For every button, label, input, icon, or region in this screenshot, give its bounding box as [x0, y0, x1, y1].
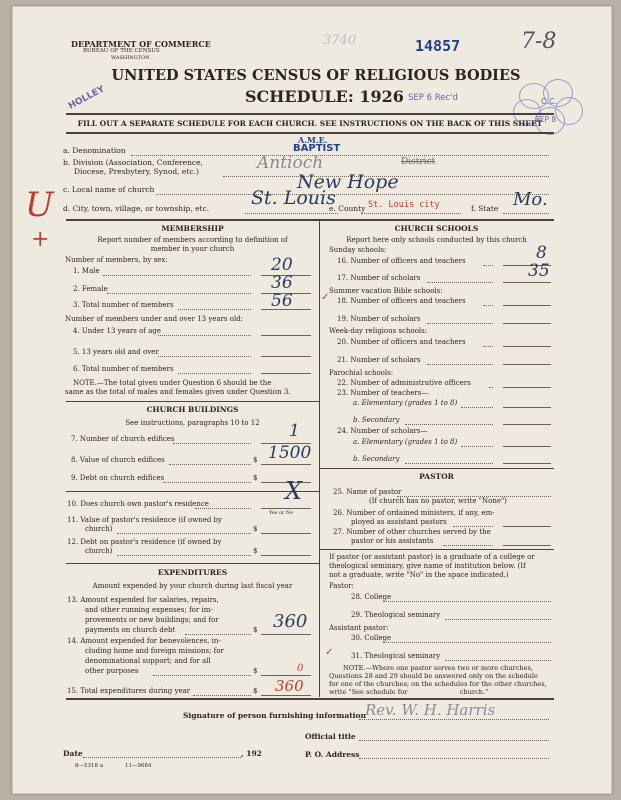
- rule: [359, 740, 549, 741]
- residence-value-label-2: church): [85, 525, 113, 533]
- edifice-value-label: 8. Value of church edifices: [71, 456, 165, 464]
- rule: [427, 323, 493, 324]
- plus-mark: +: [31, 227, 50, 252]
- print-number: 11—9084: [125, 763, 152, 769]
- by-sex-label: Number of members, by sex:: [65, 256, 168, 264]
- margin-mark: U: [25, 185, 54, 225]
- signature-label: Signature of person furnishing information: [183, 711, 366, 720]
- rule: [245, 213, 338, 214]
- buildings-intro: See instructions, paragraphs 10 to 12: [125, 419, 260, 427]
- vacation-schools-label: Summer vacation Bible schools:: [329, 287, 443, 295]
- rule: [503, 526, 551, 527]
- edifices-label: 7. Number of church edifices: [71, 435, 175, 443]
- rule: [503, 545, 551, 546]
- edifice-value-amount: 1500: [268, 443, 312, 463]
- under-13-label: 4. Under 13 years of age: [73, 327, 161, 335]
- scholars-elementary-label: a. Elementary (grades 1 to 8): [353, 438, 458, 446]
- admin-officers-label: 22. Number of administrative officers: [337, 379, 471, 387]
- division-value: Antioch: [257, 153, 324, 173]
- cc-stamp-top: C.C.: [541, 97, 558, 106]
- signature-value: Rev. W. H. Harris: [365, 701, 496, 719]
- rule: [195, 508, 251, 509]
- bureau-label: BUREAU OF THE CENSUS: [83, 48, 160, 54]
- rule: [443, 545, 493, 546]
- pastor-name-note: (If church has no pastor, write "None"): [369, 497, 507, 505]
- rule: [117, 555, 251, 556]
- schedule-number: 14857: [415, 37, 461, 55]
- benevolences-label-4: other purposes: [85, 667, 139, 675]
- vacation-teachers-label: 18. Number of officers and teachers: [337, 297, 466, 305]
- teachers-label: 23. Number of teachers—: [337, 389, 429, 397]
- ordained-label-1: 26. Number of ordained ministers, if any, em-: [333, 509, 495, 517]
- rule: [66, 113, 554, 115]
- rule: [156, 194, 549, 195]
- buildings-title: CHURCH BUILDINGS: [146, 405, 239, 414]
- dollar-sign: $: [253, 547, 258, 555]
- county-label: e. County: [329, 204, 366, 213]
- salaries-value: 360: [273, 611, 308, 632]
- other-churches-label-1: 27. Number of other churches served by the: [333, 528, 491, 536]
- residence-value-label-1: 11. Value of pastor's residence (if owned by: [67, 516, 222, 524]
- sunday-teachers-label: 16. Number of officers and teachers: [337, 257, 466, 265]
- received-stamp: SEP 6 Rec'd: [408, 93, 458, 103]
- holley-stamp: HOLLEY: [66, 84, 107, 112]
- rule: [173, 443, 251, 444]
- expenditures-intro: Amount expended by your church during last fiscal year: [92, 582, 293, 590]
- pastor-note-4: write "See schedule for church.": [329, 688, 489, 696]
- dept-label: DEPARTMENT OF COMMERCE: [71, 39, 211, 49]
- rule: [66, 401, 319, 402]
- rule: [361, 213, 461, 214]
- dollar-sign: $: [253, 626, 258, 634]
- rule: [483, 305, 493, 306]
- rule: [261, 373, 311, 374]
- state-value: Mo.: [513, 189, 548, 210]
- rule: [503, 346, 551, 347]
- pastor-note-2: Questions 28 and 29 should be answered only on the schedule: [329, 672, 538, 680]
- female-value: 36: [271, 273, 293, 293]
- edifice-debt-label: 9. Debt on church edifices: [71, 474, 165, 482]
- rule: [445, 619, 551, 620]
- rule: [103, 275, 251, 276]
- pastor-title: PASTOR: [419, 472, 454, 481]
- salaries-label-1: 13. Amount expended for salaries, repairs,: [67, 596, 219, 604]
- total-members-label: 3. Total number of members: [73, 301, 174, 309]
- rule: [453, 526, 493, 527]
- rule: [483, 265, 493, 266]
- assistant-college-label: 30. College: [351, 634, 392, 642]
- division-label-1: b. Division (Association, Conference,: [63, 158, 203, 167]
- district-text: District: [401, 157, 436, 167]
- rule: [178, 309, 251, 310]
- form-subtitle: SCHEDULE: 1926: [245, 87, 404, 106]
- weekday-teachers-label: 20. Number of officers and teachers: [337, 338, 466, 346]
- over-13-label: 5. 13 years old and over: [73, 348, 159, 356]
- total-expenditures-label: 15. Total expenditures during year: [67, 687, 191, 695]
- pastor-college-label: 28. College: [351, 593, 392, 601]
- check-mark: ✓: [325, 647, 334, 658]
- rule: [405, 424, 493, 425]
- faint-mark: 3740: [323, 33, 357, 48]
- total-expenditures-value: 360: [275, 677, 304, 695]
- schools-intro: Report here only schools conducted by this church: [346, 236, 527, 244]
- denomination-value-top: A.M.E.: [298, 135, 328, 145]
- rule: [359, 758, 549, 759]
- division-label-2: Diocese, Presbytery, Synod, etc.): [74, 167, 199, 176]
- dollar-sign: $: [253, 667, 258, 675]
- rule: [461, 407, 493, 408]
- check-mark: ✓: [321, 292, 330, 303]
- membership-note-1: NOTE.—The total given under Question 6 should be the: [73, 379, 272, 387]
- total-members-age-label: 6. Total number of members: [73, 365, 174, 373]
- rule: [383, 642, 551, 643]
- graduate-note-2: theological seminary, give name of institution below. (If: [329, 562, 526, 570]
- census-schedule-form: [12, 6, 612, 794]
- dollar-sign: $: [253, 687, 258, 695]
- rule: [503, 305, 551, 306]
- assistant-seminary-label: 31. Theological seminary: [351, 652, 441, 660]
- male-label: 1. Male: [73, 267, 100, 275]
- pastor-note-3: for one of the churches; on the schedules for the other churches,: [329, 680, 547, 688]
- teachers-elementary-label: a. Elementary (grades 1 to 8): [353, 399, 458, 407]
- rule: [261, 634, 311, 635]
- rule: [83, 757, 241, 758]
- rule: [427, 364, 493, 365]
- rule: [503, 364, 551, 365]
- rule: [185, 634, 251, 635]
- rule: [107, 293, 251, 294]
- parochial-schools-label: Parochial schools:: [329, 369, 394, 377]
- scholars-label: 24. Number of scholars—: [337, 427, 428, 435]
- rule: [503, 446, 551, 447]
- scholars-secondary-label: b. Secondary: [353, 455, 400, 463]
- schools-title: CHURCH SCHOOLS: [394, 224, 479, 233]
- denomination-value: BAPTIST: [293, 143, 341, 154]
- rule: [261, 464, 311, 465]
- rule: [158, 356, 251, 357]
- dollar-sign: $: [253, 456, 258, 464]
- salaries-label-2: and other running expenses; for im-: [85, 606, 213, 614]
- city-label: d. City, town, village, or township, etc.: [63, 204, 210, 213]
- edifices-value: 1: [289, 421, 300, 441]
- expenditures-title: EXPENDITURES: [157, 568, 228, 577]
- pastor-sub-label: Pastor:: [329, 582, 354, 590]
- po-address-label: P. O. Address: [305, 750, 360, 759]
- rule: [503, 407, 551, 408]
- graduate-note-1: If pastor (or assistant pastor) is a graduate of a college or: [329, 553, 535, 561]
- benevolences-label-3: denominational support; and for all: [85, 657, 211, 665]
- rule: [503, 463, 551, 464]
- rule: [66, 132, 554, 134]
- local-name-value: New Hope: [297, 171, 399, 193]
- rule: [503, 213, 549, 214]
- sunday-teachers-value: 8: [536, 243, 547, 263]
- form-title: UNITED STATES CENSUS OF RELIGIOUS BODIES: [111, 67, 521, 84]
- column-divider: [319, 219, 320, 697]
- rule: [503, 387, 551, 388]
- county-value: St. Louis city: [368, 200, 440, 210]
- rule: [153, 675, 251, 676]
- official-title-label: Official title: [305, 732, 356, 741]
- rule: [261, 335, 311, 336]
- sunday-schools-label: Sunday schools:: [329, 246, 387, 254]
- denomination-label: a. Denomination: [63, 146, 126, 155]
- other-churches-label-2: pastor or his assistants: [351, 537, 434, 545]
- instruction-line: FILL OUT A SEPARATE SCHEDULE FOR EACH CHURCH. SEE INSTRUCTIONS ON THE BACK OF THIS SHEET: [77, 119, 543, 128]
- teachers-secondary-label: b. Secondary: [353, 416, 400, 424]
- date-year: , 192: [241, 749, 262, 758]
- rule: [66, 563, 319, 564]
- weekday-scholars-label: 21. Number of scholars: [337, 356, 421, 364]
- rule: [261, 555, 311, 556]
- rule: [131, 155, 549, 156]
- city-label: WASHINGTON: [111, 55, 150, 61]
- rule: [261, 508, 311, 509]
- rule: [66, 219, 554, 221]
- rule: [193, 695, 251, 696]
- rule: [261, 695, 311, 696]
- rule: [503, 424, 551, 425]
- pastor-note-1: NOTE.—Where one pastor serves two or more churches,: [343, 664, 533, 672]
- dollar-sign: $: [253, 474, 258, 482]
- pastor-name-label: 25. Name of pastor: [333, 488, 402, 496]
- membership-title: MEMBERSHIP: [161, 224, 224, 233]
- membership-note-2: same as the total of males and females given under Question 3.: [65, 388, 291, 396]
- pastor-seminary-label: 29. Theological seminary: [351, 611, 441, 619]
- rule: [261, 309, 311, 310]
- yes-no-label: Yes or No: [269, 510, 294, 516]
- corner-mark: 7-8: [521, 29, 557, 54]
- rule: [66, 491, 319, 492]
- residence-label: 10. Does church own pastor's residence: [67, 500, 209, 508]
- rule: [261, 356, 311, 357]
- rule: [163, 482, 251, 483]
- benevolences-label-2: cluding home and foreign missions; for: [85, 647, 224, 655]
- rule: [489, 387, 493, 388]
- rule: [405, 463, 493, 464]
- city-value: St. Louis: [251, 187, 336, 209]
- rule: [261, 675, 311, 676]
- rule: [383, 601, 551, 602]
- sunday-scholars-label: 17. Number of scholars: [337, 274, 421, 282]
- by-age-label: Number of members under and over 13 years old:: [65, 315, 244, 323]
- rule: [117, 533, 251, 534]
- assistant-sub-label: Assistant pastor:: [329, 624, 389, 632]
- membership-intro-1: Report number of members according to definition of: [97, 236, 288, 244]
- cc-stamp-bottom: SEP 8: [535, 115, 557, 124]
- rule: [427, 282, 493, 283]
- residence-mark: X: [285, 477, 303, 505]
- weekday-schools-label: Week-day religious schools:: [329, 327, 428, 335]
- form-number: 8—5318 a: [75, 763, 104, 769]
- salaries-label-4: payments on church debt: [85, 626, 176, 634]
- rule: [158, 335, 251, 336]
- rule: [503, 323, 551, 324]
- rule: [359, 719, 549, 720]
- female-label: 2. Female: [73, 285, 108, 293]
- rule: [169, 464, 251, 465]
- residence-debt-label-1: 12. Debt on pastor's residence (if owned by: [67, 538, 222, 546]
- rule: [261, 533, 311, 534]
- rule: [66, 698, 554, 700]
- vacation-scholars-label: 19. Number of scholars: [337, 315, 421, 323]
- ordained-label-2: ployed as assistant pastors: [351, 518, 447, 526]
- male-value: 20: [271, 255, 293, 275]
- residence-debt-label-2: church): [85, 547, 113, 555]
- rule: [178, 373, 251, 374]
- date-label: Date: [63, 749, 83, 758]
- sunday-scholars-value: 35: [528, 261, 550, 281]
- rule: [319, 549, 554, 550]
- rule: [445, 660, 551, 661]
- salaries-label-3: provements or new buildings; and for: [85, 616, 219, 624]
- dollar-sign: $: [253, 525, 258, 533]
- cc-stamp: [513, 79, 585, 137]
- rule: [461, 446, 493, 447]
- membership-intro-2: member in your church: [150, 245, 235, 253]
- benevolences-value: 0: [297, 663, 304, 674]
- rule: [483, 346, 493, 347]
- state-label: f. State: [471, 204, 499, 213]
- rule: [503, 282, 551, 283]
- rule: [319, 468, 554, 469]
- local-name-label: c. Local name of church: [63, 185, 155, 194]
- total-members-value: 56: [271, 291, 293, 311]
- graduate-note-3: not a graduate, write "No" in the space indicated.): [329, 571, 509, 579]
- benevolences-label-1: 14. Amount expended for benevolences, in-: [67, 637, 221, 645]
